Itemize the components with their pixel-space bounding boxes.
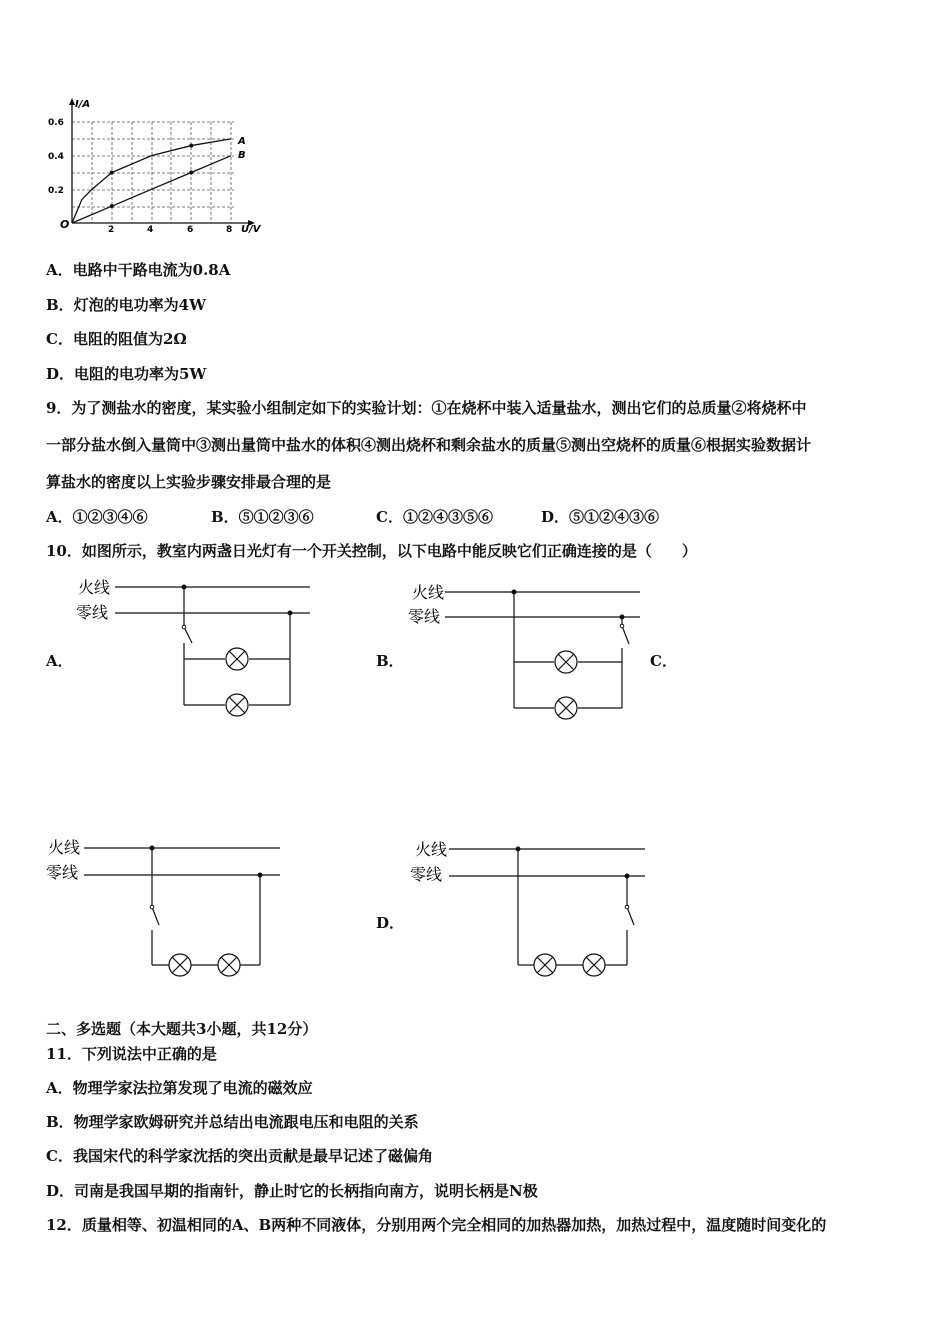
section-heading: 二、多选题（本大题共3小题，共12分） <box>46 1020 318 1038</box>
q11-option-b: B．物理学家欧姆研究并总结出电流跟电压和电阻的关系 <box>46 1113 419 1131</box>
q11-option-a: A．物理学家法拉第发现了电流的磁效应 <box>46 1079 313 1097</box>
x-tick: 6 <box>187 225 194 235</box>
lamp-icon <box>226 648 248 670</box>
y-tick: 0.6 <box>48 118 64 128</box>
x-axis-label: U/V <box>241 224 261 235</box>
lamp-icon <box>583 954 605 976</box>
q9-option-a: A．①②③④⑥ <box>46 508 148 526</box>
q9-option-d: D．⑤①②④③⑥ <box>541 508 660 526</box>
iu-graph <box>40 95 270 240</box>
q8-option-d: D．电阻的电功率为5W <box>46 365 207 383</box>
y-tick: 0.2 <box>48 186 64 196</box>
data-point-b <box>110 204 114 208</box>
q8-option-a: A．电路中干路电流为0.8A <box>46 261 231 279</box>
circuit-c <box>40 835 300 980</box>
neutral-wire-label: 零线 <box>408 607 441 626</box>
q10-option-d-label: D． <box>376 914 405 932</box>
live-wire-label: 火线 <box>78 578 111 597</box>
series-line-b <box>72 156 231 223</box>
q11-option-c: C．我国宋代的科学家沈括的突出贡献是最早记述了磁偏角 <box>46 1147 433 1165</box>
lamp-icon <box>555 651 577 673</box>
lamp-icon <box>169 954 191 976</box>
q11-stem: 11．下列说法中正确的是 <box>46 1045 217 1063</box>
neutral-wire-label: 零线 <box>46 863 79 882</box>
origin-label: O <box>60 218 70 231</box>
lamp-icon <box>218 954 240 976</box>
graph-grid <box>72 122 234 223</box>
data-point-b <box>189 171 193 175</box>
q11-option-d: D．司南是我国早期的指南针，静止时它的长柄指向南方，说明长柄是N极 <box>46 1182 538 1200</box>
q9-options <box>46 507 659 527</box>
curve-label-b: B <box>238 150 246 161</box>
live-wire-label: 火线 <box>48 838 81 857</box>
curve-label-a: A <box>238 136 246 147</box>
circuit-a <box>70 575 330 720</box>
q10-option-b-label: B． <box>376 652 404 670</box>
q9-stem-line-1: 9．为了测盐水的密度，某实验小组制定如下的实验计划：①在烧杯中装入适量盐水，测出它们的总质量②将烧杯中 <box>46 399 807 417</box>
q10-option-a-label: A． <box>46 652 73 670</box>
data-point-a <box>110 171 114 175</box>
y-tick: 0.4 <box>48 152 64 162</box>
series-line-a <box>72 139 231 223</box>
q9-stem-line-3: 算盐水的密度以上实验步骤安排最合理的是 <box>46 473 332 491</box>
data-point-a <box>189 144 193 148</box>
neutral-wire-label: 零线 <box>76 603 109 622</box>
live-wire-label: 火线 <box>412 583 445 602</box>
lamp-icon <box>555 697 577 719</box>
lamp-icon <box>534 954 556 976</box>
x-tick: 4 <box>147 225 154 235</box>
neutral-wire-label: 零线 <box>410 865 443 884</box>
x-tick: 2 <box>108 225 115 235</box>
q9-option-c: C．①②④③⑤⑥ <box>376 508 493 526</box>
q9-stem-line-2: 一部分盐水倒入量筒中③测出量筒中盐水的体积④测出烧杯和剩余盐水的质量⑤测出空烧杯的质量⑥根据实验数据计 <box>46 436 812 454</box>
circuit-d <box>405 835 665 980</box>
y-axis-label: I/A <box>75 99 91 110</box>
q10-option-c-label: C． <box>650 652 677 670</box>
q8-option-c: C．电阻的阻值为2Ω <box>46 330 187 348</box>
q9-option-b: B．⑤①②③⑥ <box>211 508 314 526</box>
live-wire-label: 火线 <box>415 840 448 859</box>
lamp-icon <box>226 694 248 716</box>
q12-stem: 12．质量相等、初温相同的A、B两种不同液体，分别用两个完全相同的加热器加热，加热过程中，温度随时间变化的 <box>46 1216 827 1234</box>
circuit-b <box>400 578 660 723</box>
q8-option-b: B．灯泡的电功率为4W <box>46 296 206 314</box>
x-tick: 8 <box>226 225 233 235</box>
q10-stem: 10．如图所示，教室内两盏日光灯有一个开关控制，以下电路中能反映它们正确连接的是（ ） <box>46 542 697 560</box>
